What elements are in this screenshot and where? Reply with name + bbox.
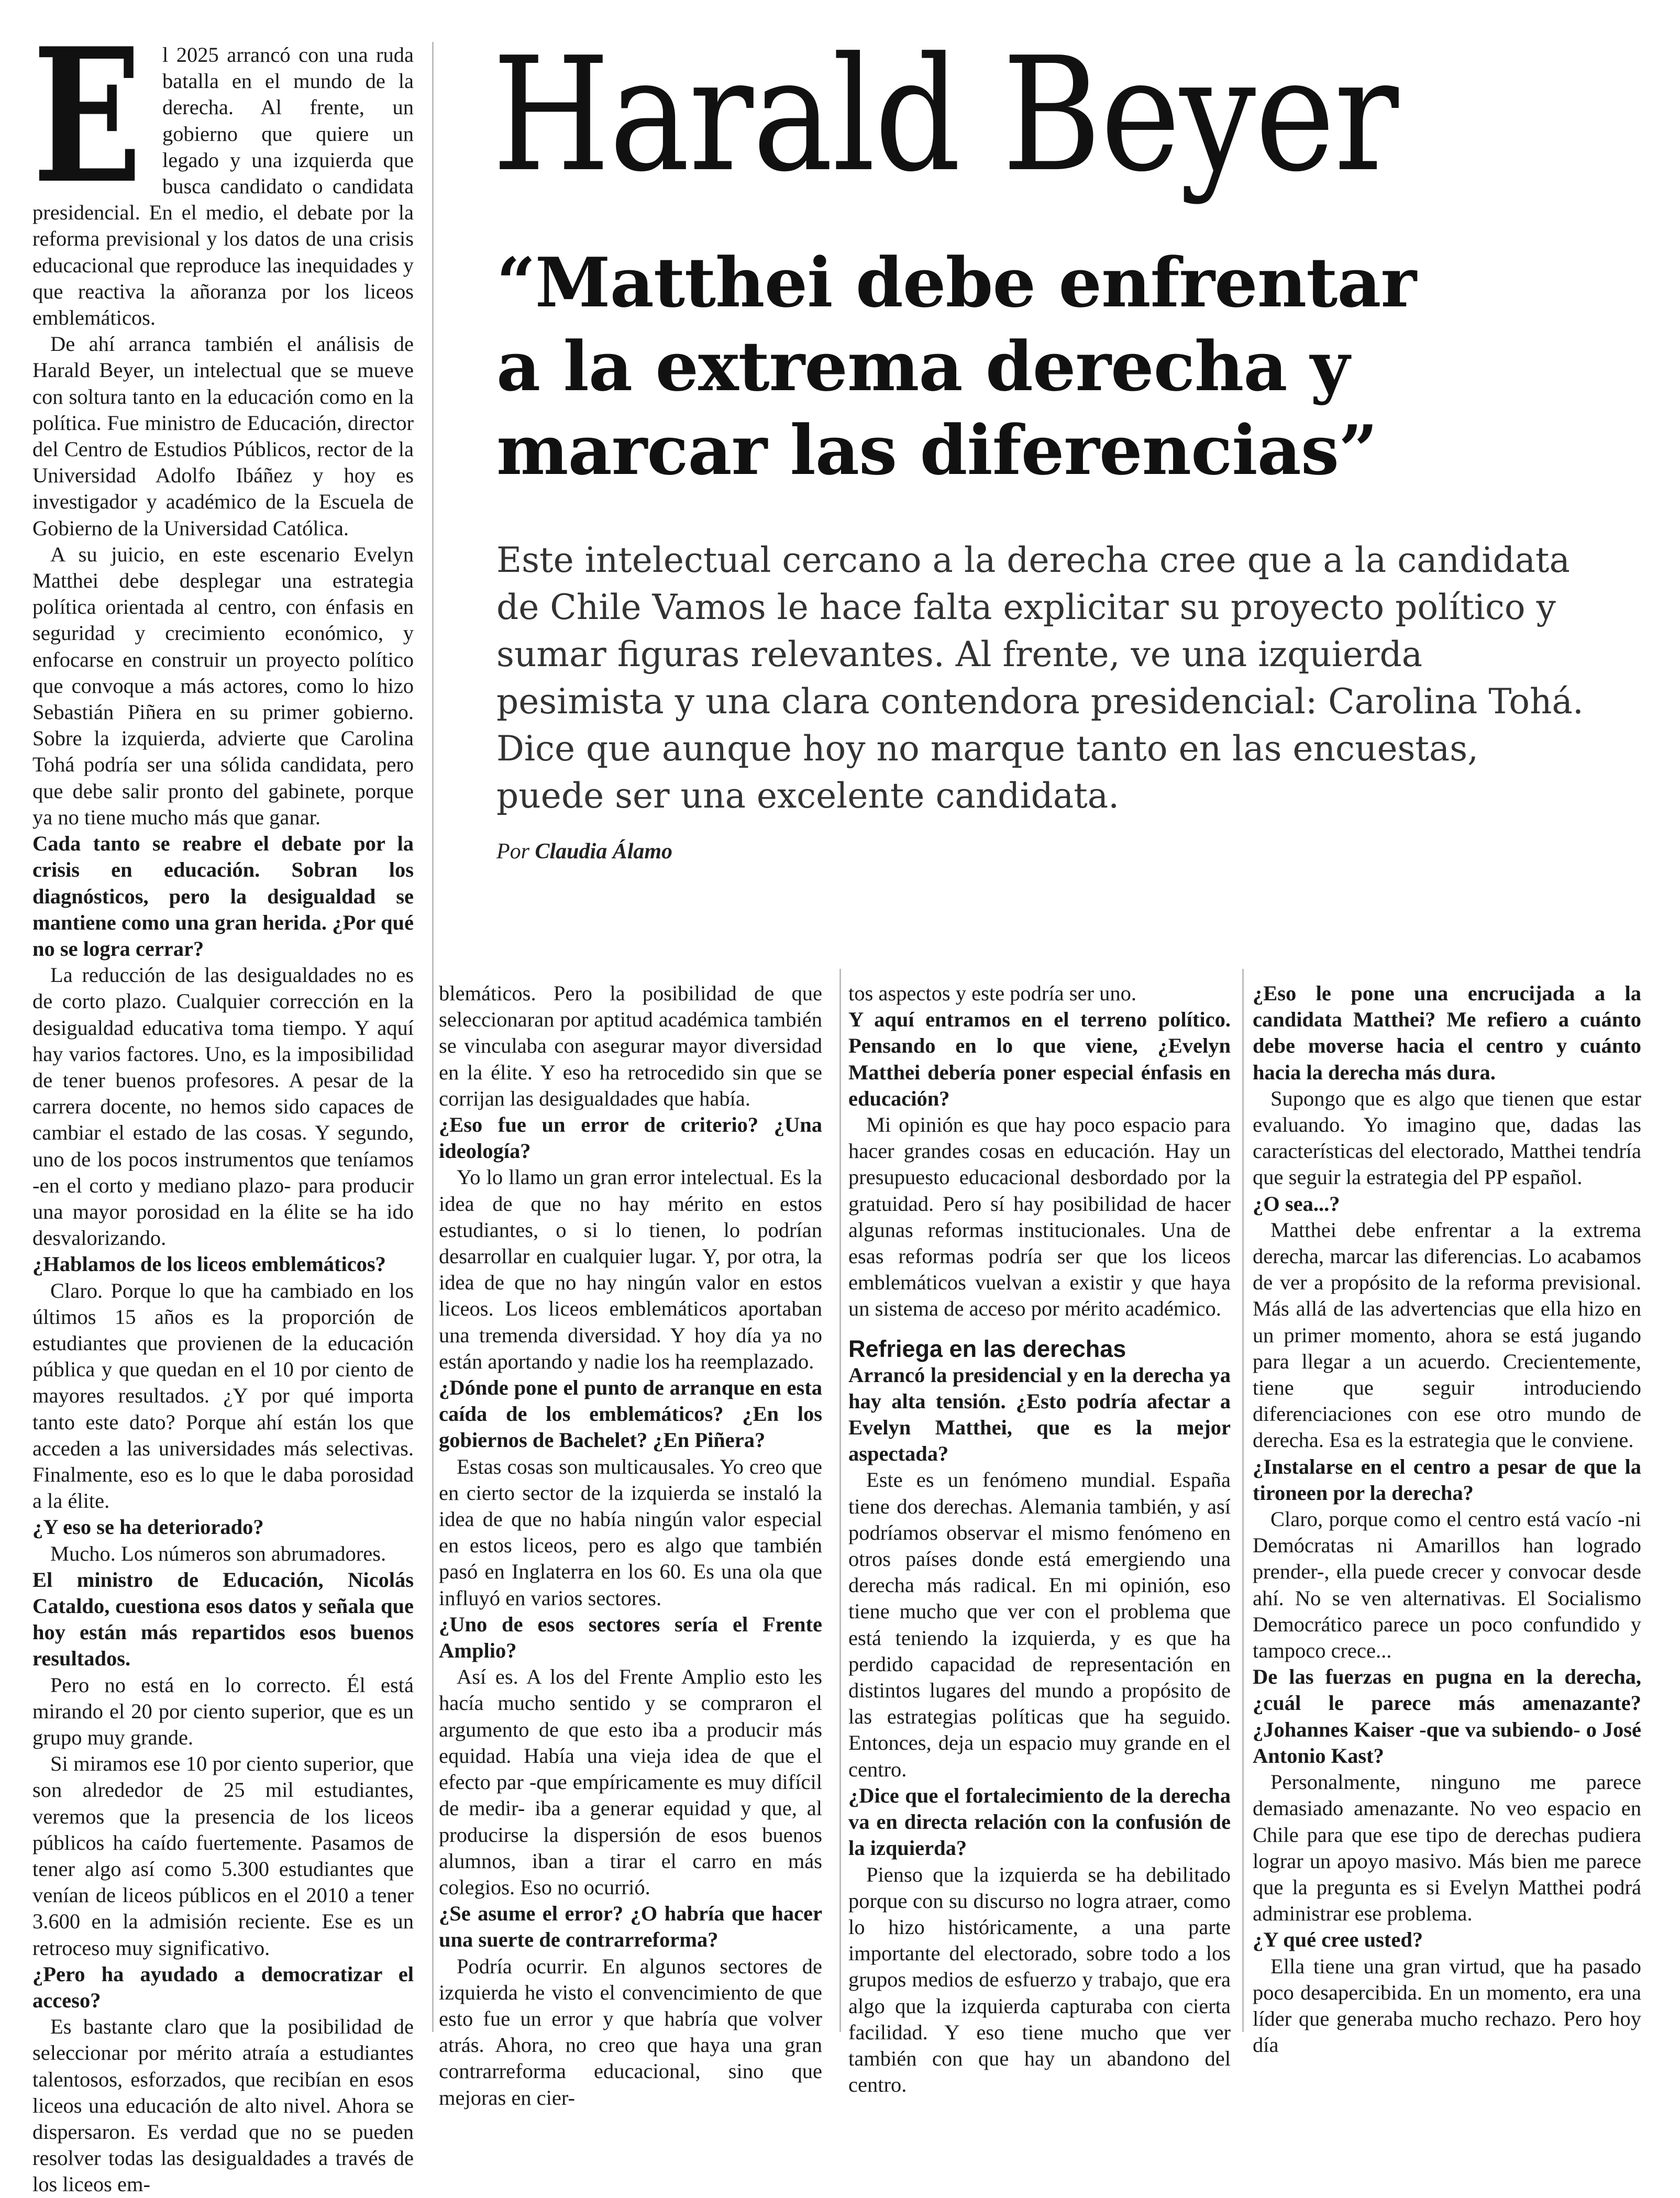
body-paragraph: Si miramos ese 10 por ciento superior, que son alrededor de 25 mil estudiantes, veremos que la presencia de los liceos públicos ha caído fuertemente. Pasamos de tener algo así como 5.300 estudiantes que venían de liceos públicos en el 2010 a tener 3.600 en la admisión reciente. Ese es un retroceso muy significativo. (32, 1752, 414, 1960)
section-subheading: Refriega en las derechas (848, 1335, 1126, 1362)
body-paragraph: Estas cosas son multicausales. Yo creo que en cierto sector de la izquierda se instaló la idea de que no había ningún valor especial en estos liceos, pero es algo que también pasó en Inglaterra en los 60. Es una ola que influyó en varios sectores. (439, 1454, 822, 1610)
body-paragraph: Personalmente, ninguno me parece demasiado amenazante. No veo espacio en Chile para que ese tipo de derechas pudiera lograr un apoyo masivo. Más bien me parece que la pregunta es si Evelyn Matthei podrá administrar ese problema. (1253, 1770, 1641, 1926)
article-title: Harald Beyer (492, 24, 1398, 206)
drop-cap: E (32, 8, 142, 225)
body-paragraph: blemáticos. Pero la posibilidad de que seleccionaran por aptitud académica también se vinculaba con asegurar mayor diversidad en la élite. Y eso ha retrocedido sin que se corrijan las desigualdades que había. (439, 981, 822, 1110)
interview-question: ¿Pero ha ayudado a democratizar el acceso? (32, 1962, 414, 2013)
body-paragraph: De ahí arranca también el análisis de Harald Beyer, un intelectual que se mueve con soltura tanto en la educación como en la política. Fue ministro de Educación, director del Centro de Estudios Públicos, rector de la Universidad Adolfo Ibáñez y hoy es investigador y académico de la Escuela de Gobierno de la Universidad Católica. (32, 332, 414, 540)
interview-question: ¿Eso le pone una encrucijada a la candidata Matthei? Me refiero a cuánto debe moverse hacia el centro y cuánto hacia la derecha más dura. (1253, 981, 1641, 1084)
interview-question: ¿Hablamos de los liceos emblemáticos? (32, 1252, 386, 1276)
interview-question: Cada tanto se reabre el debate por la crisis en educación. Sobran los diagnósticos, pero la desigualdad se mantiene como una gran herida. ¿Por qué no se logra cerrar? (32, 832, 414, 960)
interview-question: Y aquí entramos en el terreno político. Pensando en lo que viene, ¿Evelyn Matthei debería poner especial énfasis en educación? (848, 1008, 1231, 1110)
interview-question: Arrancó la presidencial y en la derecha ya hay alta tensión. ¿Esto podría afectar a Evelyn Matthei, que es la mejor aspectada? (848, 1363, 1231, 1466)
body-paragraph: tos aspectos y este podría ser uno. (848, 981, 1136, 1005)
body-paragraph: Matthei debe enfrentar a la extrema derecha, marcar las diferencias. Lo acabamos de ver a propósito de la reforma previsional. Más allá de las advertencias que ella hizo en un primer momento, ahora se está jugando para llegar a un acuerdo. Crecientemente, tiene que seguir introduciendo diferenciaciones con ese otro mundo de derecha. Esa es la estrategia que le conviene. (1253, 1218, 1641, 1452)
body-paragraph: Yo lo llamo un gran error intelectual. Es la idea de que no hay mérito en estos estudiantes, o si lo tienen, lo podrían desarrollar en cualquier lugar. Y, por otra, la idea de que no hay ningún valor en estos liceos. Los liceos emblemáticos aportaban una tremenda diversidad. Y hoy día ya no están aportando y nadie los ha reemplazado. (439, 1165, 822, 1373)
interview-question: ¿Dónde pone el punto de arranque en esta caída de los emblemáticos? ¿En los gobiernos de Bachelet? ¿En Piñera? (439, 1376, 822, 1452)
interview-question: De las fuerzas en pugna en la derecha, ¿cuál le parece más amenazante? ¿Johannes Kaiser -que va subiendo- o José Antonio Kast? (1253, 1665, 1641, 1768)
interview-question: ¿Dice que el fortalecimiento de la derecha va en directa relación con la confusión de la izquierda? (848, 1783, 1231, 1860)
interview-question: ¿Se asume el error? ¿O habría que hacer una suerte de contrarreforma? (439, 1902, 822, 1952)
article-column-1 (32, 8, 414, 2196)
column-rule (432, 42, 434, 2032)
body-paragraph: Pienso que la izquierda se ha debilitado porque con su discurso no logra atraer, como lo hizo históricamente, a una parte importante del electorado, sobre todo a los grupos medios de esfuerzo y trabajo, que era algo que la izquierda capturaba con cierta facilidad. Y eso tiene mucho que ver también con que hay un abandono del centro. (848, 1862, 1231, 2097)
column-rule (839, 969, 841, 2032)
byline-author: Claudia Álamo (535, 840, 673, 864)
body-paragraph: Pero no está en lo correcto. Él está mirando el 20 por ciento superior, que es un grupo muy grande. (32, 1673, 414, 1749)
body-paragraph: A su juicio, en este escenario Evelyn Matthei debe desplegar una estrategia política orientada al centro, con énfasis en seguridad y crecimiento económico, y enfocarse en construir un proyecto político que convoque a más actores, como lo hizo Sebastián Piñera en su primer gobierno. Sobre la izquierda, advierte que Carolina Tohá podría ser una sólida candidata, pero que debe salir pronto del gabinete, porque ya no tiene mucho más que ganar. (32, 542, 414, 829)
interview-question: El ministro de Educación, Nicolás Cataldo, cuestiona esos datos y señala que hoy están más repartidos esos buenos resultados. (32, 1567, 414, 1671)
body-paragraph: Claro. Porque lo que ha cambiado en los últimos 15 años es la proporción de estudiantes que provienen de la educación pública y que quedan en el 10 por ciento de mayores resultados. ¿Y por qué importa tanto este dato? Porque ahí están los que acceden a las universidades más selectivas. Finalmente, eso es lo que le daba porosidad a la élite. (32, 1278, 414, 1513)
interview-question: ¿Instalarse en el centro a pesar de que la tironeen por la derecha? (1253, 1454, 1641, 1505)
article-column-4 (1253, 980, 1641, 2063)
body-paragraph: Ella tiene una gran virtud, que ha pasado poco desapercibida. En un momento, era una líder que generaba mucho rechazo. Pero hoy día (1253, 1954, 1641, 2057)
body-paragraph: La reducción de las desigualdades no es de corto plazo. Cualquier corrección en la desigualdad educativa toma tiempo. Y aquí hay varios factores. Uno, es la imposibilidad de tener buenos profesores. A pesar de la carrera docente, no hemos sido capaces de cambiar el estado de las cosas. Y segundo, uno de los pocos instrumentos que teníamos -en el corto y mediano plazo- para producir una mayor porosidad en la élite se ha ido desvalorizando. (32, 963, 414, 1250)
body-paragraph: Es bastante claro que la posibilidad de seleccionar por mérito atraía a estudiantes talentosos, esforzados, que recibían en esos liceos una educación de alto nivel. Ahora se dispersaron. Es verdad que no se pueden resolver todas las desigualdades a través de los liceos em- (32, 2015, 414, 2196)
article-column-2 (439, 980, 822, 2109)
article-column-3 (848, 980, 1231, 2097)
body-paragraph: Mi opinión es que hay poco espacio para hacer grandes cosas en educación. Hay un presupuesto educacional desbordado por la gratuidad. Pero sí hay posibilidad de hacer algunas reformas institucionales. Una de esas reformas podría ser que los liceos emblemáticos vuelvan a existir y que haya un sistema de acceso por mérito académico. (848, 1113, 1231, 1321)
body-paragraph: Así es. A los del Frente Amplio esto les hacía mucho sentido y se compraron el argumento de que esto iba a producir más equidad. Había una vieja idea de que el efecto par -que empíricamente es muy difícil de medir- iba a generar equidad y que, al producirse la dispersión de esos buenos alumnos, iban a tirar el carro en más colegios. Eso no ocurrió. (439, 1665, 822, 1899)
body-paragraph: Podría ocurrir. En algunos sectores de izquierda he visto el convencimiento de que esto fue un error y que habría que volver atrás. Ahora, no creo que haya una gran contrarreforma educacional, sino que mejoras en cier- (439, 1954, 822, 2109)
body-paragraph: l 2025 arrancó con una ruda batalla en el mundo de la derecha. Al frente, un gobierno que quiere un legado y una izquierda que busca candidato o candidata presidencial. En el medio, el debate por la reforma previsional y los datos de una crisis educacional que reproduce las inequidades y que reactiva la añoranza por los liceos emblemáticos. (32, 43, 414, 330)
headline-quote: “Matthei debe enfrentar a la extrema derecha y marcar las diferencias” (496, 242, 1416, 490)
interview-question: ¿Uno de esos sectores sería el Frente Amplio? (439, 1612, 822, 1663)
body-paragraph: Claro, porque como el centro está vacío -ni Demócratas ni Amarillos han logrado prender-, ella puede crecer y convocar desde ahí. No se ven alternativas. El Socialismo Democrático parece un poco confundido y tampoco crece... (1253, 1507, 1641, 1663)
body-paragraph: Supongo que es algo que tienen que estar evaluando. Yo imagino que, dadas las características del electorado, Matthei tendría que seguir la estrategia del PP español. (1253, 1086, 1641, 1189)
byline (496, 839, 672, 864)
byline-prefix: Por (496, 840, 529, 864)
interview-question: ¿O sea...? (1253, 1191, 1340, 1216)
interview-question: ¿Y eso se ha deteriorado? (32, 1515, 264, 1539)
interview-question: ¿Y qué cree usted? (1253, 1928, 1423, 1952)
interview-question: ¿Eso fue un error de criterio? ¿Una ideología? (439, 1113, 822, 1163)
body-paragraph: Mucho. Los números son abrumadores. (50, 1541, 386, 1565)
column-rule (1242, 969, 1244, 2032)
lead-paragraph: Este intelectual cercano a la derecha cree que a la candidata de Chile Vamos le hace falta explicitar su proyecto político y sumar figuras relevantes. Al frente, ve una izquierda pesimista y una clara contendora presidencial: Carolina Tohá. Dice que aunque hoy no marque tanto en las encuestas, puede ser una excelente candidata. (496, 540, 1584, 816)
body-paragraph: Este es un fenómeno mundial. España tiene dos derechas. Alemania también, y así podríamos observar el mismo fenómeno en otros países donde está emergiendo una derecha más radical. En mi opinión, eso tiene mucho que ver con el problema que está teniendo la izquierda, y es que ha perdido capacidad de representación en distintos lugares del mundo a propósito de las estrategias políticas que ha seguido. Entonces, deja un espacio muy grande en el centro. (848, 1468, 1231, 1781)
